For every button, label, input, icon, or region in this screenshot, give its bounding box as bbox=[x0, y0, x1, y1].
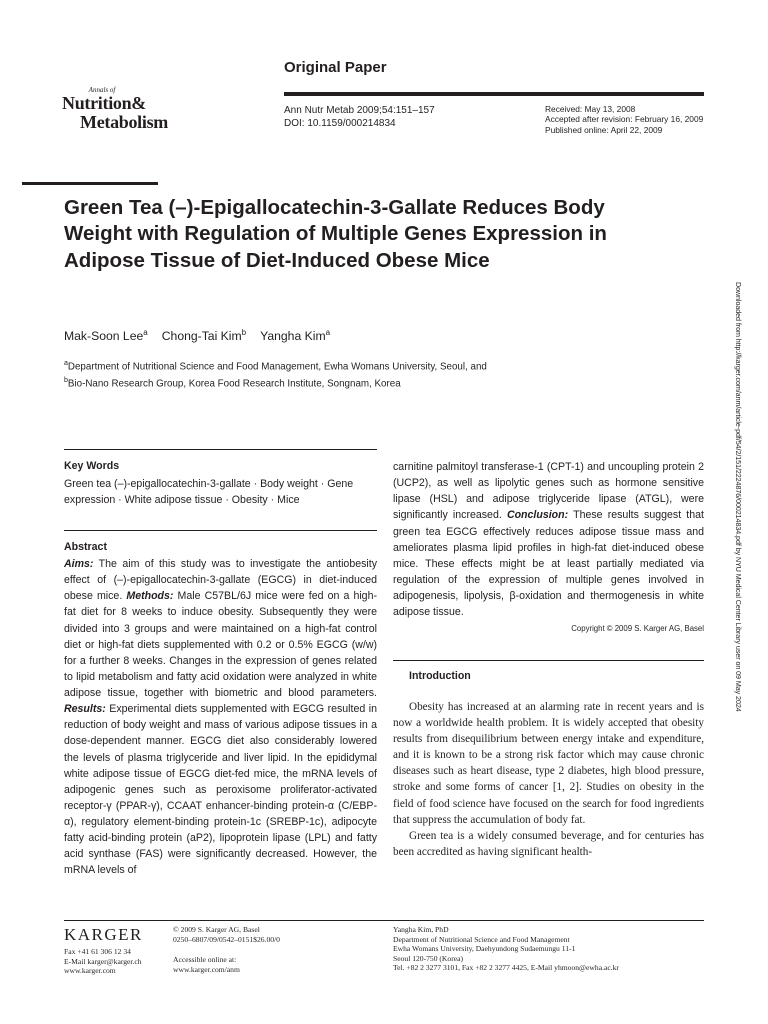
journal-info bbox=[284, 104, 435, 130]
received-date: Received: May 13, 2008 bbox=[545, 104, 636, 114]
introduction-body bbox=[393, 699, 704, 860]
doi-label: DOI: bbox=[284, 118, 308, 129]
footer-copyright: © 2009 S. Karger AG, Basel bbox=[173, 925, 260, 934]
abstract-heading: Abstract bbox=[64, 541, 107, 553]
correspondence-line: Ewha Womans University, Daehyundong Sudaemungu 11-1 bbox=[393, 944, 576, 954]
abstract-sentence: Experimental diets supplemented with EGCG resulted in reduction of body weight and mass of various adipose tissues in a dose-dependent manner. EGCG diet also considerably lowered the levels of plasma triglyceride and liver lipid. In the epididymal white adipose tissue of EGCG diet-fed mice, the mRNA levels of adipogenic genes such as peroxisome proliferator-activated receptor-γ (PPAR-γ), CCAAT enhancer-binding protein-α (C/EBP-α), regulatory element-binding protein-1c (SREBP-1c), adipocyte fatty acid-binding protein (aP2), lipoprotein lipase (LPL) and fatty acid synthase (FAS) were significantly decreased. However, the mRNA levels of bbox=[64, 703, 377, 877]
keywords-text: Green tea (–)-epigallocatechin-3-gallate · Body weight · Gene expression · White adipose tissue · Obesity · Mice bbox=[64, 478, 354, 506]
correspondence-line: Yangha Kim, PhD bbox=[393, 925, 449, 934]
correspondence-line: Tel. +82 2 3277 3101, Fax +82 2 3277 4425, E-Mail yhmoon@ewha.ac.kr bbox=[393, 963, 619, 973]
correspondence bbox=[393, 925, 619, 973]
introduction-paragraph: Green tea is a widely consumed beverage, and for centuries has been accredited as having significant health- bbox=[393, 829, 704, 858]
citation: Ann Nutr Metab 2009;54:151–157 bbox=[284, 105, 435, 116]
abstract-sentence: The aim of this study was to investigate the antiobesity effect of (–)-epigallocatechin-3-gallate (EGCG) in diet-induced obese mice. bbox=[64, 558, 377, 603]
introduction-paragraph: Obesity has increased at an alarming rate in recent years and is now a worldwide health problem. It is widely accepted that obesity results from disequilibrium between energy intake and expenditure, and it is known to be a strong risk factor which may cause chronic diseases such as heart disease, type 2 diabetes, high blood pressure, stroke and some forms of cancer [1, 2]. Studies on obesity in the field of food science have focused on the search for food ingredients that suppress the accumulation of body fat. bbox=[393, 701, 704, 826]
affiliation-text: Bio-Nano Research Group, Korea Food Research Institute, Songnam, Korea bbox=[67, 378, 401, 390]
keywords-heading: Key Words bbox=[64, 460, 120, 472]
keywords-rule bbox=[64, 449, 377, 450]
publisher-logo: KARGER bbox=[64, 925, 143, 944]
logo-line2: Metabolism bbox=[80, 112, 168, 132]
publication-info bbox=[173, 925, 280, 944]
footer-rule bbox=[64, 920, 704, 921]
affiliations bbox=[64, 357, 487, 392]
introduction-heading: Introduction bbox=[409, 670, 471, 682]
footer-issn: 0250–6807/09/0542–0151$26.00/0 bbox=[173, 934, 280, 944]
author-affiliation-mark: b bbox=[241, 328, 247, 337]
article-title: Green Tea (–)-Epigallocatechin-3-Gallate Reduces Body Weight with Regulation of Multiple Genes Expression in Adipose Tissue of Diet-Induced Obese Mice bbox=[64, 196, 607, 272]
abstract-text-left bbox=[64, 556, 377, 879]
author-list bbox=[64, 328, 344, 343]
abstract-section-label: Aims: bbox=[64, 558, 94, 570]
author-name: Yangha Kim$^a$ bbox=[260, 328, 331, 344]
affiliation-text: Department of Nutritional Science and Food Management, Ewha Womans University, Seoul, and bbox=[67, 361, 487, 373]
download-note-text: Downloaded from http://karger.com/anm/article-pdf/54/2/151/2224876/000214834.pdf by NYU Medical Center Library user on 09 May 2024 bbox=[734, 282, 742, 712]
logo-line1: Nutrition& bbox=[62, 93, 146, 113]
access-label: Accessible online at: bbox=[173, 955, 237, 964]
affiliation bbox=[64, 357, 487, 374]
abstract-sentence: These results suggest that green tea EGCG effectively reduces adipose tissue mass and ameliorates plasma lipid profiles in high-fat diet-induced obese mice. These effects might be at least partially mediated via regulation of the expression of multiple genes involved in adipogenesis, lipolysis, β-oxidation and thermogenesis in white adipose tissue. bbox=[393, 509, 704, 619]
dates bbox=[545, 104, 703, 135]
publisher-website[interactable]: www.karger.com bbox=[64, 966, 116, 976]
paper-type: Original Paper bbox=[284, 59, 387, 76]
download-note bbox=[730, 282, 742, 742]
title-rule bbox=[22, 182, 158, 185]
introduction-rule bbox=[393, 660, 704, 661]
abstract-copyright: Copyright © 2009 S. Karger AG, Basel bbox=[571, 624, 704, 633]
author-name: Mak-Soon Lee$^a$ bbox=[64, 328, 148, 344]
author-affiliation-mark: a bbox=[143, 328, 148, 337]
publisher-contact bbox=[64, 947, 142, 976]
published-date: Published online: April 22, 2009 bbox=[545, 124, 663, 135]
abstract-section-label: Results: bbox=[64, 703, 106, 716]
publisher-fax: Fax +41 61 306 12 34 bbox=[64, 947, 131, 956]
correspondence-line: Department of Nutritional Science and Food Management bbox=[393, 934, 570, 944]
affiliation-mark: b bbox=[64, 377, 68, 385]
abstract-rule bbox=[64, 530, 377, 531]
abstract-section-label: Methods: bbox=[126, 590, 174, 603]
online-access bbox=[173, 955, 240, 974]
correspondence-line: Seoul 120-750 (Korea) bbox=[393, 953, 464, 963]
publisher-email[interactable]: E-Mail karger@karger.ch bbox=[64, 956, 142, 966]
affiliation bbox=[64, 374, 487, 391]
abstract-sentence: carnitine palmitoyl transferase-1 (CPT-1) and uncoupling protein 2 (UCP2), as well as lipolytic genes such as hormone sensitive lipase (HSL) and adipose triglyceride lipase (ATGL), were significantly increased. bbox=[393, 461, 704, 522]
abstract-sentence: Male C57BL/6J mice were fed on a high-fat diet for 8 weeks to induce obesity. Subsequently they were divided into 3 groups and were maintained on a high-fat control diet or high-fat diets supplemented with 0.2 or 0.5% EGCG (w/w) for a further 8 weeks. Changes in the expression of genes related to lipid metabolism and fatty acid oxidation were analyzed in white adipose tissue, together with biometric and blood parameters. bbox=[64, 590, 377, 699]
journal-logo bbox=[62, 86, 192, 132]
abstract-section-label: Conclusion: bbox=[506, 509, 569, 522]
accepted-date: Accepted after revision: February 16, 2009 bbox=[545, 114, 704, 125]
author-affiliation-mark: a bbox=[325, 328, 331, 337]
abstract-text-right bbox=[393, 459, 704, 620]
author-name: Chong-Tai Kim$^b$ bbox=[161, 328, 247, 344]
logo-annals: Annals of bbox=[88, 86, 116, 94]
access-url[interactable]: www.karger.com/anm bbox=[173, 964, 240, 974]
doi-link[interactable]: 10.1159/000214834 bbox=[307, 118, 396, 129]
header-rule bbox=[284, 92, 704, 96]
affiliation-mark: a bbox=[64, 360, 68, 367]
doi-line bbox=[284, 117, 435, 130]
